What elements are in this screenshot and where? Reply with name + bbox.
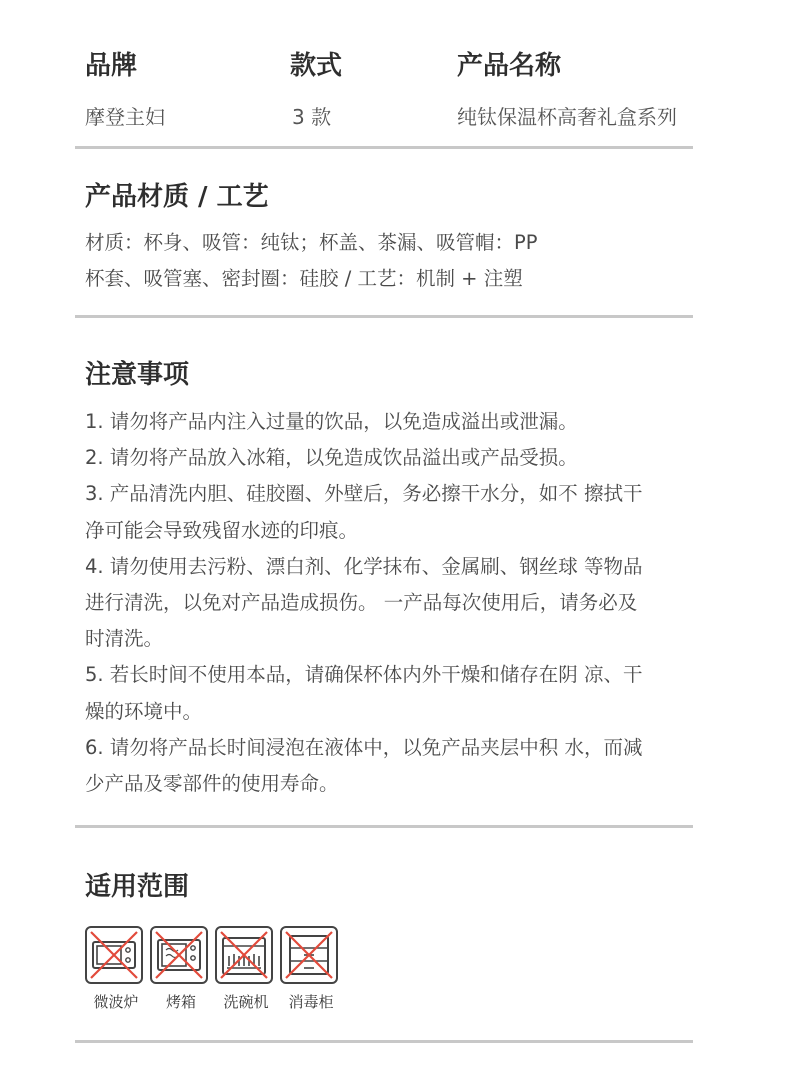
usage-title: 适用范围 xyxy=(85,872,190,902)
notes-line: 少产品及零部件的使用寿命。 xyxy=(85,772,339,795)
notes-line: 5. 若长时间不使用本品，请确保杯体内外干燥和储存在阴 凉、干 xyxy=(85,663,643,686)
divider xyxy=(75,825,693,828)
material-line: 材质：杯身、吸管：纯钛；杯盖、茶漏、吸管帽：PP xyxy=(85,231,538,254)
notes-line: 进行清洗，以免对产品造成损伤。 一产品每次使用后，请务必及 xyxy=(85,591,638,614)
notes-line: 6. 请勿将产品长时间浸泡在液体中，以免产品夹层中积 水，而减 xyxy=(85,736,643,759)
notes-line: 燥的环境中。 xyxy=(85,700,203,723)
dishwasher-prohibited-icon xyxy=(215,926,273,984)
notes-line: 净可能会导致残留水迹的印痕。 xyxy=(85,519,359,542)
sterilizer-prohibited-icon xyxy=(280,926,338,984)
material-line: 杯套、吸管塞、密封圈：硅胶 / 工艺：机制 + 注塑 xyxy=(85,267,523,290)
notes-line: 1. 请勿将产品内注入过量的饮品，以免造成溢出或泄漏。 xyxy=(85,410,578,433)
icon-label: 微波炉 xyxy=(93,993,139,1011)
divider xyxy=(75,146,693,149)
notes-line: 4. 请勿使用去污粉、漂白剂、化学抹布、金属刷、钢丝球 等物品 xyxy=(85,555,643,578)
product-name-header: 产品名称 xyxy=(457,51,562,81)
notes-line: 2. 请勿将产品放入冰箱，以免造成饮品溢出或产品受损。 xyxy=(85,446,578,469)
brand-value: 摩登主妇 xyxy=(85,105,165,129)
divider xyxy=(75,1040,693,1043)
icon-label: 消毒柜 xyxy=(288,993,334,1011)
oven-prohibited-icon xyxy=(150,926,208,984)
brand-header: 品牌 xyxy=(85,51,138,81)
style-header: 款式 xyxy=(290,51,343,81)
divider xyxy=(75,315,693,318)
style-value: 3 款 xyxy=(292,105,332,129)
product-name-value: 纯钛保温杯高奢礼盒系列 xyxy=(457,105,677,129)
material-title: 产品材质 / 工艺 xyxy=(85,182,269,212)
icon-label: 洗碗机 xyxy=(223,993,269,1011)
notes-line: 时清洗。 xyxy=(85,627,164,650)
notes-line: 3. 产品清洗内胆、硅胶圈、外壁后，务必擦干水分，如不 擦拭干 xyxy=(85,482,643,505)
icon-label: 烤箱 xyxy=(165,993,196,1011)
notes-title: 注意事项 xyxy=(85,360,190,390)
microwave-prohibited-icon xyxy=(85,926,143,984)
